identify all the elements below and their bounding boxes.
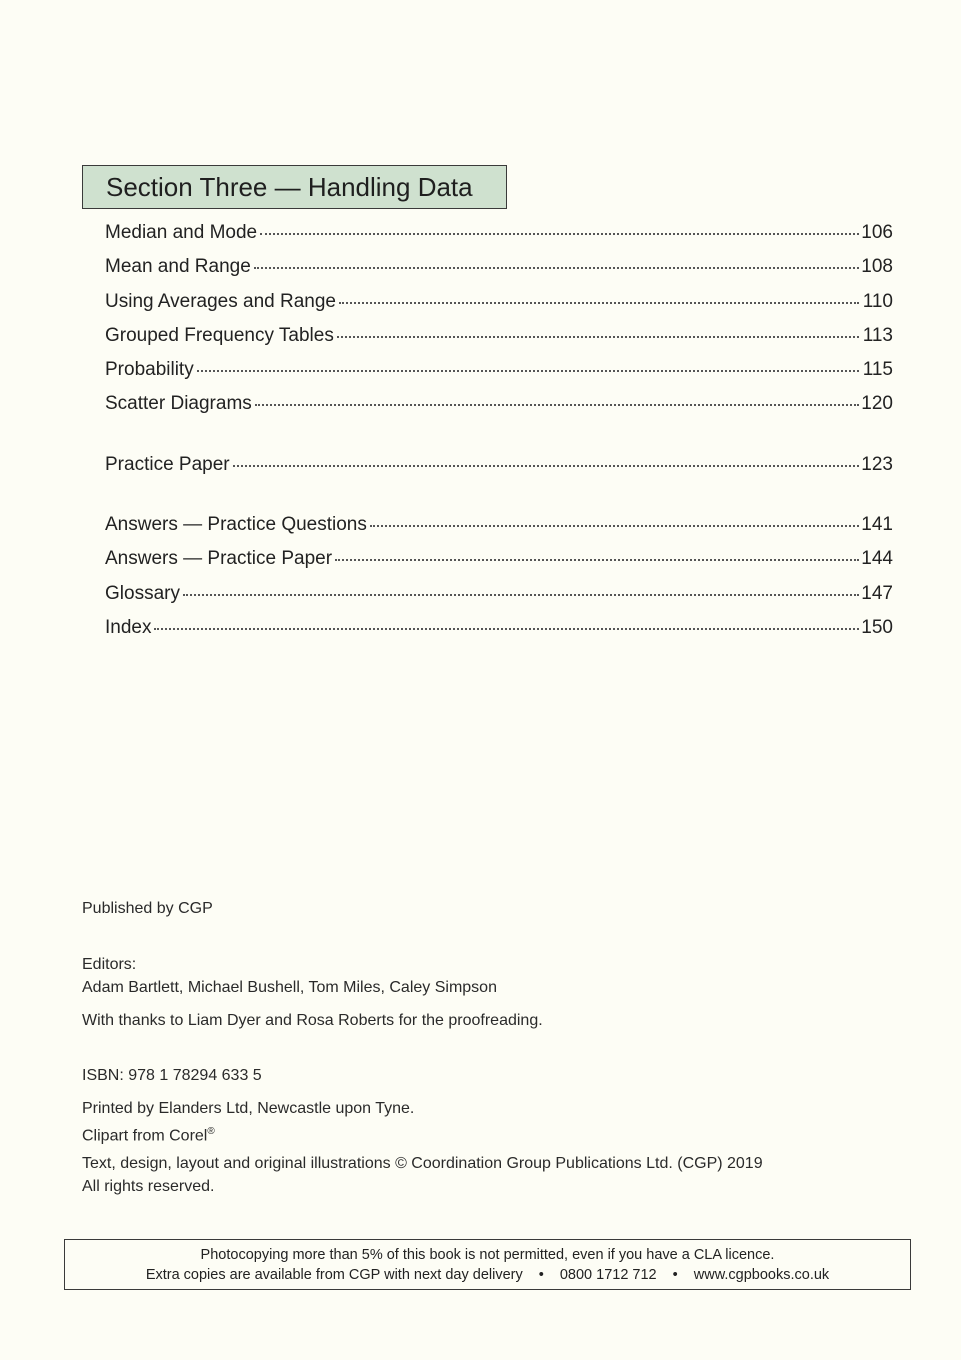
isbn: ISBN: 978 1 78294 633 5 bbox=[82, 1067, 262, 1084]
delivery-text: Extra copies are available from CGP with next day delivery bbox=[145, 1266, 523, 1283]
toc-page-number: 120 bbox=[861, 393, 893, 415]
toc-dot-leader bbox=[154, 628, 859, 630]
toc-entry-title: Practice Paper bbox=[105, 454, 230, 475]
toc-dot-leader bbox=[337, 336, 859, 338]
toc-entry-title: Probability bbox=[105, 359, 194, 381]
toc-page-number: 110 bbox=[862, 290, 893, 312]
toc-entry[interactable] bbox=[105, 222, 893, 256]
toc-entry[interactable] bbox=[105, 359, 893, 393]
printer-credit: Printed by Elanders Ltd, Newcastle upon Tyne. bbox=[82, 1100, 415, 1117]
toc-entry-title: Scatter Diagrams bbox=[105, 393, 252, 415]
toc-dot-leader bbox=[233, 465, 859, 467]
toc-page-number: 147 bbox=[861, 582, 893, 604]
toc-dot-leader bbox=[197, 370, 859, 372]
toc-dot-leader bbox=[370, 525, 859, 527]
photocopy-notice-box bbox=[64, 1239, 911, 1290]
toc-page-number: 106 bbox=[861, 222, 893, 243]
toc-entry[interactable] bbox=[105, 454, 893, 488]
toc-entry[interactable] bbox=[105, 583, 893, 617]
published-by: Published by CGP bbox=[82, 900, 213, 917]
registered-mark: ® bbox=[207, 1126, 215, 1137]
toc-entry-title: Answers — Practice Paper bbox=[105, 548, 333, 570]
ordering-info bbox=[146, 1265, 829, 1285]
toc-page-number: 108 bbox=[861, 256, 893, 278]
toc-entry[interactable] bbox=[105, 256, 893, 290]
toc-entry[interactable] bbox=[105, 548, 893, 582]
toc-dot-leader bbox=[260, 233, 859, 235]
toc-group-section-three bbox=[105, 222, 893, 428]
toc-entry-title: Answers — Practice Questions bbox=[105, 514, 367, 535]
toc-dot-leader bbox=[339, 302, 859, 304]
toc-entry[interactable] bbox=[105, 393, 893, 427]
toc-page-number: 115 bbox=[862, 359, 893, 381]
toc-entry-title: Using Averages and Range bbox=[105, 290, 336, 312]
copyright-notice: Text, design, layout and original illustrations © Coordination Group Publications Ltd. (CGP) 2019 bbox=[82, 1155, 763, 1172]
toc-page-number: 144 bbox=[861, 548, 893, 570]
toc-entry[interactable] bbox=[105, 617, 893, 651]
photocopy-notice: Photocopying more than 5% of this book is not permitted, even if you have a CLA licence. bbox=[200, 1246, 775, 1263]
bullet-separator: • bbox=[672, 1266, 678, 1283]
toc-page-number: 113 bbox=[862, 324, 893, 346]
toc-entry-title: Grouped Frequency Tables bbox=[105, 324, 334, 346]
clipart-credit-text: Clipart from Corel bbox=[82, 1127, 208, 1145]
bullet-separator: • bbox=[538, 1266, 544, 1283]
clipart-credit bbox=[82, 1120, 215, 1147]
phone-number: 0800 1712 712 bbox=[559, 1266, 657, 1283]
toc-dot-leader bbox=[335, 559, 859, 561]
toc-page-number: 150 bbox=[861, 616, 893, 638]
toc-dot-leader bbox=[183, 594, 859, 596]
toc-page-number: 141 bbox=[861, 514, 893, 535]
toc-entry-title: Glossary bbox=[105, 582, 180, 604]
toc-group-back-matter bbox=[105, 514, 893, 651]
toc-entry-title: Median and Mode bbox=[105, 222, 258, 243]
toc-entry[interactable] bbox=[105, 514, 893, 548]
toc-entry[interactable] bbox=[105, 325, 893, 359]
editors-label: Editors: bbox=[82, 956, 137, 973]
toc-entry-title: Mean and Range bbox=[105, 256, 251, 278]
toc-entry-title: Index bbox=[105, 616, 152, 638]
website-url: www.cgpbooks.co.uk bbox=[693, 1266, 830, 1283]
toc-group-practice-paper bbox=[105, 454, 893, 488]
toc-page-number: 123 bbox=[861, 454, 893, 475]
toc-dot-leader bbox=[254, 267, 859, 269]
toc-entry[interactable] bbox=[105, 291, 893, 325]
section-heading: Section Three — Handling Data bbox=[82, 165, 507, 209]
rights-reserved: All rights reserved. bbox=[82, 1178, 215, 1195]
toc-dot-leader bbox=[255, 404, 859, 406]
proofreading-thanks: With thanks to Liam Dyer and Rosa Roberts for the proofreading. bbox=[82, 1012, 543, 1029]
editors-list: Adam Bartlett, Michael Bushell, Tom Miles, Caley Simpson bbox=[82, 979, 497, 996]
